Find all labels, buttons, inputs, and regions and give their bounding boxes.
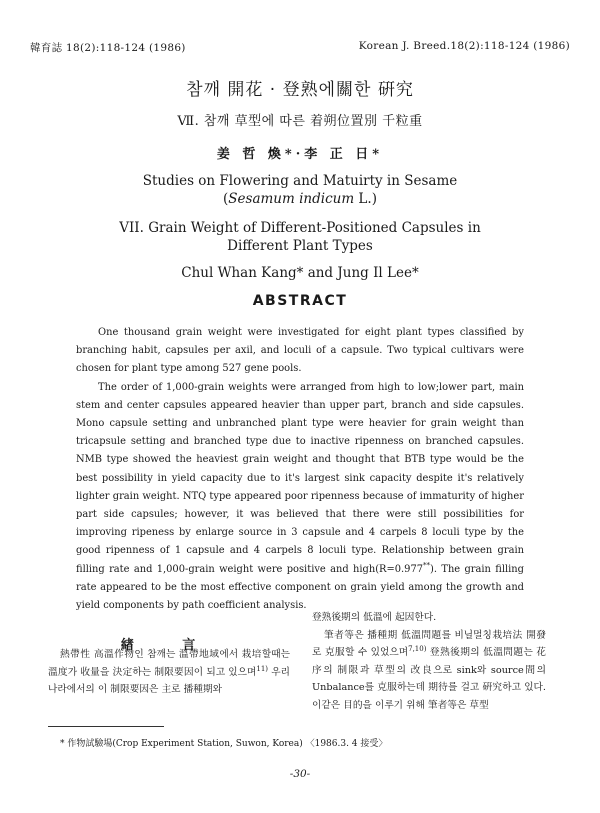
right-text-b: 登熟後期의 低溫問題는 花序의 制限과 草型의 改良으로 sink와 source間의 Unbalance를 克服하는데 期待를 걸고 硏究하고 있다. 이같은 目的을 이루기 위해 筆者等은 草型	[312, 647, 546, 711]
right-column-line1: 登熟後期의 低溫에 起因한다.	[312, 612, 437, 623]
right-column-paragraph	[312, 627, 546, 715]
right-column	[312, 609, 546, 714]
korean-title: 참깨 開花 · 登熟에關한 硏究	[186, 80, 414, 100]
english-subtitle-line2: Different Plant Types	[227, 238, 373, 254]
paren-close: L.)	[354, 191, 377, 207]
citation-sup: 11)	[256, 664, 269, 673]
left-text-a: 熱帶性 高溫作物인 참깨는 溫帶地域에서 栽培할때는 溫度가 收量을 決定하는 制限要因이 되고 있으며	[48, 649, 290, 678]
citation-sup-right: 7,10)	[408, 644, 427, 653]
korean-subtitle: Ⅶ. 참깨 草型에 따른 着朔位置別 千粒重	[177, 114, 423, 129]
journal-header-korean: 韓育誌 18(2):118-124 (1986)	[30, 42, 186, 54]
species-name: Sesamum indicum	[228, 191, 355, 207]
introduction-heading: 緖 言	[120, 638, 218, 653]
abstract-body	[76, 324, 524, 615]
english-title-line2	[0, 190, 600, 208]
journal-header-english: Korean J. Breed.18(2):118-124 (1986)	[358, 40, 570, 52]
abstract-paragraph-1: One thousand grain weight were investigated for eight plant types classified by branching habit, capsules per axil, and loculi of a capsule. Two typical cultivars were chosen for plant type among 527 gene pools.	[76, 327, 524, 375]
abstract-p2-text-end: ). The grain filling rate appeared to be the most effective component on grain yield among the growth and yield components by path coefficient analysis.	[76, 563, 524, 612]
significance-mark: **	[423, 561, 431, 570]
abstract-paragraph-2	[76, 379, 524, 616]
footnote-rule	[48, 726, 164, 727]
left-column-paragraph	[48, 646, 290, 699]
right-text-a: 筆者等은 播種期 低溫問題를 비닐멀칭栽培法 開發로 克服할 수 있었으며	[312, 629, 546, 658]
page-number: -30-	[289, 768, 311, 780]
english-authors: Chul Whan Kang* and Jung Il Lee*	[181, 265, 419, 281]
left-text-b: 우리나라에서의 이 制限要因은 主로 播種期와	[48, 666, 290, 695]
english-subtitle	[0, 219, 600, 255]
paren-open: (	[223, 191, 229, 207]
footnote: * 作物試驗場(Crop Experiment Station, Suwon, Korea) 〈1986.3. 4 接受〉	[60, 739, 388, 749]
left-column	[48, 646, 290, 699]
abstract-p2-text: The order of 1,000-grain weights were arranged from high to low;lower part, main stem and center capsules appeared heavier than upper part, branch and side capsules. Mono capsule setting and unbranched plant type were heavier for grain weight than tricapsule setting and branched type due to inactive ripenness on branched capsules. NMB type showed the heaviest grain weight and thought that BTB type would be the best possibility in yield capacity due to it's largest sink capacity despite it's relatively lighter grain weight. NTQ type appeared poor ripenness because of immaturity of higher part side capsules; however, it was believed that there were still possibilities for improving ripeness by enlarge source in 3 capsule and 4 carpels 8 loculi type by the good ripenness of 1 capsule and 4 carpels 8 loculi type. Relationship between grain filling rate and 1,000-grain weight were positive and high(R=0.977	[76, 381, 524, 575]
english-title-line1: Studies on Flowering and Matuirty in Sesame	[142, 173, 458, 189]
korean-authors: 姜 哲 煥*·李 正 日*	[216, 147, 384, 162]
english-subtitle-line1: VII. Grain Weight of Different-Positioned Capsules in	[119, 220, 481, 236]
abstract-heading: ABSTRACT	[252, 293, 348, 309]
english-title	[0, 172, 600, 208]
